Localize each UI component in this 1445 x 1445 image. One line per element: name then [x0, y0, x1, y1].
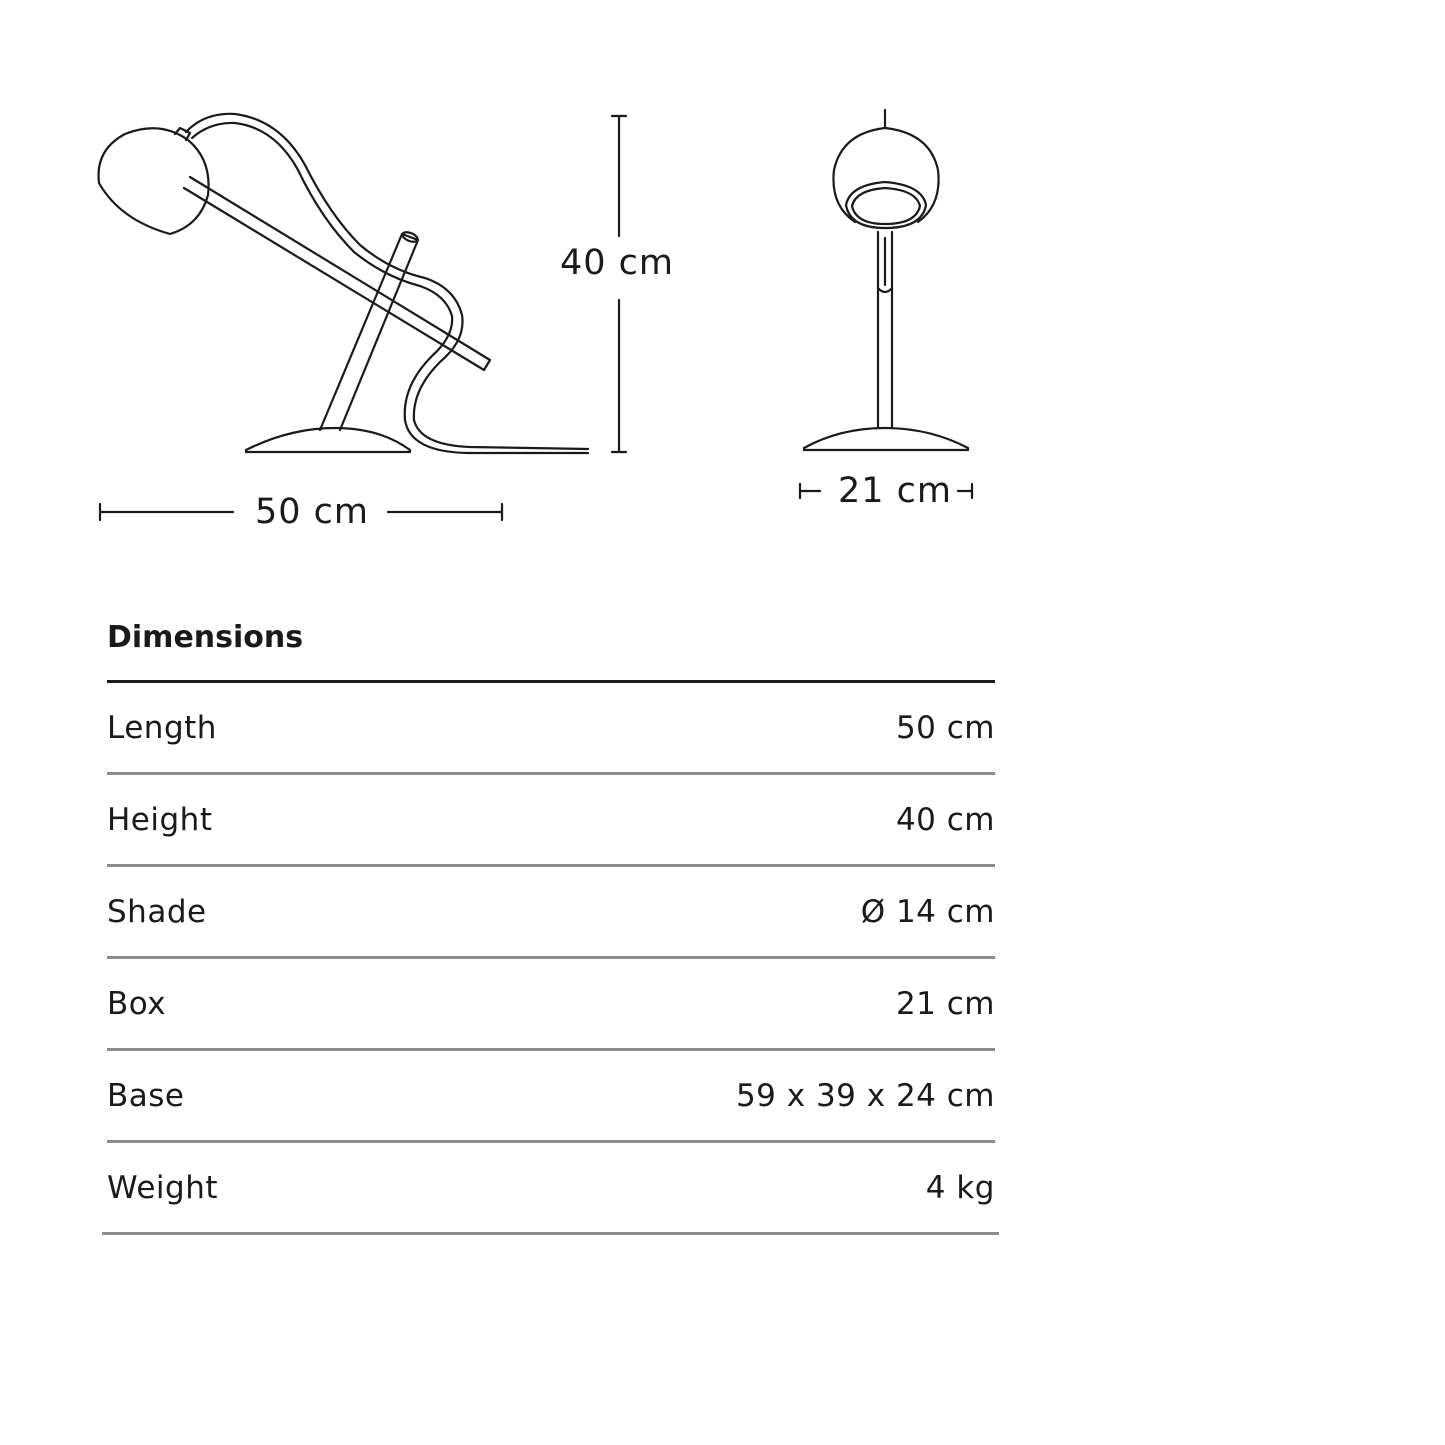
side-cable: [186, 114, 588, 449]
spec-label: Length: [107, 709, 217, 746]
spec-row-length: [107, 683, 995, 775]
spec-row-height: [107, 775, 995, 867]
spec-value: 4 kg: [925, 1169, 995, 1206]
spec-value: 50 cm: [895, 709, 995, 746]
spec-label: Base: [107, 1077, 185, 1114]
spec-row-weight: [102, 1143, 999, 1235]
dimensions-title: Dimensions: [107, 616, 995, 683]
spec-row-base: [107, 1051, 995, 1143]
dimensions-table: [107, 616, 995, 1235]
spec-label: Shade: [107, 893, 207, 930]
height-dimension: [612, 116, 626, 452]
front-shade: [833, 128, 938, 222]
side-base: [246, 428, 410, 452]
spec-label: Weight: [107, 1169, 219, 1206]
side-cable-inner: [192, 123, 588, 453]
side-view-lamp: [99, 114, 588, 453]
side-shade: [99, 128, 209, 234]
dimension-drawing: [0, 0, 1445, 600]
spec-label: Height: [107, 801, 213, 838]
spec-value: 59 x 39 x 24 cm: [735, 1077, 995, 1114]
spec-value: 40 cm: [895, 801, 995, 838]
front-base: [804, 428, 968, 450]
length-label: 50 cm: [255, 492, 369, 532]
spec-row-box: [107, 959, 995, 1051]
spec-row-shade: [107, 867, 995, 959]
width-label: 21 cm: [838, 471, 952, 511]
lamp-line-drawing: [0, 0, 1445, 600]
height-label: 40 cm: [560, 243, 674, 283]
spec-value: 21 cm: [895, 985, 995, 1022]
front-view-lamp: [804, 110, 968, 450]
spec-label: Box: [107, 985, 167, 1022]
spec-value: Ø 14 cm: [860, 893, 995, 930]
